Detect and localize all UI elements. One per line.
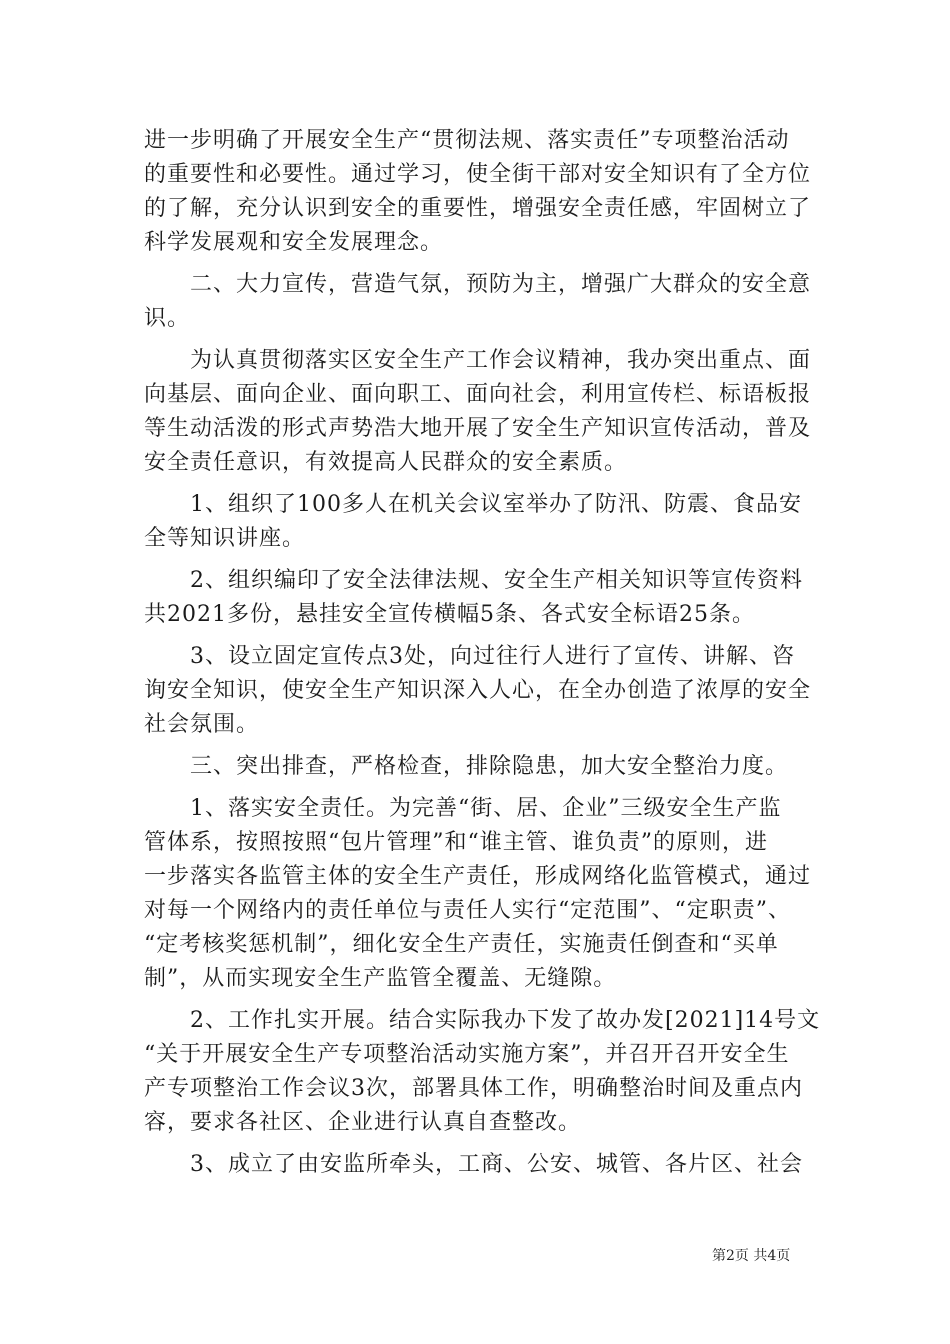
text-line: 2、组织编印了安全法律法规、安全生产相关知识等宣传资料: [144, 568, 803, 593]
text-line: 社会氛围。: [144, 712, 260, 737]
page-number-footer: 第2页 共4页: [712, 1248, 791, 1264]
text-line: 等生动活泼的形式声势浩大地开展了安全生产知识宣传活动，普及: [144, 416, 812, 441]
text-line: “关于开展安全生产专项整治活动实施方案”，并召开召开安全生: [144, 1042, 790, 1067]
section-heading: 二、大力宣传，营造气氛，预防为主，增强广大群众的安全意: [144, 272, 812, 297]
text-line: 1、落实安全责任。为完善“街、居、企业”三级安全生产监: [144, 796, 782, 821]
text-line: 的重要性和必要性。通过学习，使全街干部对安全知识有了全方位: [144, 162, 812, 187]
text-line: 进一步明确了开展安全生产“贯彻法规、落实责任”专项整治活动: [144, 128, 790, 153]
section-heading: 三、突出排查，严格检查，排除隐患，加大安全整治力度。: [144, 754, 789, 779]
text-line: 向基层、面向企业、面向职工、面向社会，利用宣传栏、标语板报: [144, 382, 812, 407]
text-line: 管体系，按照按照“包片管理”和“谁主管、谁负责”的原则，进: [144, 830, 768, 855]
text-line: 全等知识讲座。: [144, 526, 306, 551]
text-line: 3、成立了由安监所牵头，工商、公安、城管、各片区、社会: [144, 1152, 803, 1177]
text-line: 3、设立固定宣传点3处，向过往行人进行了宣传、讲解、咨: [144, 644, 795, 669]
text-line: 的了解，充分认识到安全的重要性，增强安全责任感，牢固树立了: [144, 196, 812, 221]
text-line: 询安全知识，使安全生产知识深入人心，在全办创造了浓厚的安全: [144, 678, 812, 703]
text-line: 共2021多份，悬挂安全宣传横幅5条、各式安全标语25条。: [144, 602, 755, 627]
text-line: 2、工作扎实开展。结合实际我办下发了故办发[2021]14号文: [144, 1008, 821, 1033]
text-line: 容，要求各社区、企业进行认真自查整改。: [144, 1110, 582, 1135]
text-line: “定考核奖惩机制”，细化安全生产责任，实施责任倒查和“买单: [144, 932, 779, 957]
text-line: 对每一个网络内的责任单位与责任人实行“定范围”、“定职责”、: [144, 898, 791, 923]
text-line: 1、组织了100多人在机关会议室举办了防汛、防震、食品安: [144, 492, 802, 517]
text-line: 为认真贯彻落实区安全生产工作会议精神，我办突出重点、面: [144, 348, 812, 373]
text-line: 产专项整治工作会议3次，部署具体工作，明确整治时间及重点内: [144, 1076, 803, 1101]
section-heading: 识。: [144, 306, 191, 331]
text-line: 一步落实各监管主体的安全生产责任，形成网络化监管模式，通过: [144, 864, 812, 889]
text-line: 安全责任意识，有效提高人民群众的安全素质。: [144, 450, 628, 475]
text-line: 制”，从而实现安全生产监管全覆盖、无缝隙。: [144, 966, 617, 991]
text-line: 科学发展观和安全发展理念。: [144, 230, 444, 255]
